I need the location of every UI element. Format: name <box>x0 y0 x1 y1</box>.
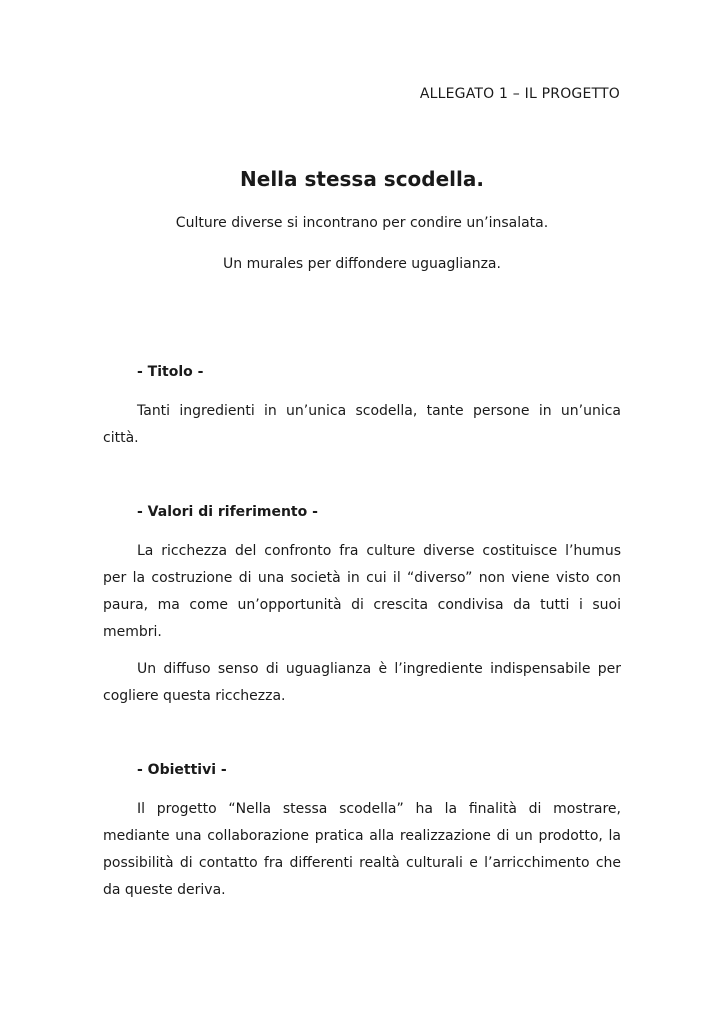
subtitle-1: Culture diverse si incontrano per condire un’insalata. <box>175 215 549 231</box>
subtitle-2: Un murales per diffondere uguaglianza. <box>223 256 501 272</box>
paragraph-valori-1: La ricchezza del confronto fra culture diverse costituisce l’humus per la costruzione di una società in cui il “diverso” non viene visto con paura, ma come un’opportunità di crescita condivisa da tutti i suoi membri. <box>103 543 621 640</box>
section-heading-obiettivi: - Obiettivi - <box>137 762 227 778</box>
paragraph-titolo: Tanti ingredienti in un’unica scodella, tante persone in un’unica città. <box>103 403 621 446</box>
document-title: Nella stessa scodella. <box>240 167 484 191</box>
section-heading-titolo: - Titolo - <box>137 364 204 380</box>
attachment-label: ALLEGATO 1 – IL PROGETTO <box>419 86 620 102</box>
paragraph-valori-2: Un diffuso senso di uguaglianza è l’ingrediente indispensabile per cogliere questa ricchezza. <box>103 661 621 704</box>
section-heading-valori: - Valori di riferimento - <box>137 504 318 520</box>
paragraph-obiettivi: Il progetto “Nella stessa scodella” ha la finalità di mostrare, mediante una collaborazione pratica alla realizzazione di un prodotto, la possibilità di contatto fra differenti realtà culturali e l’arricchimento che da queste deriva. <box>103 801 621 898</box>
